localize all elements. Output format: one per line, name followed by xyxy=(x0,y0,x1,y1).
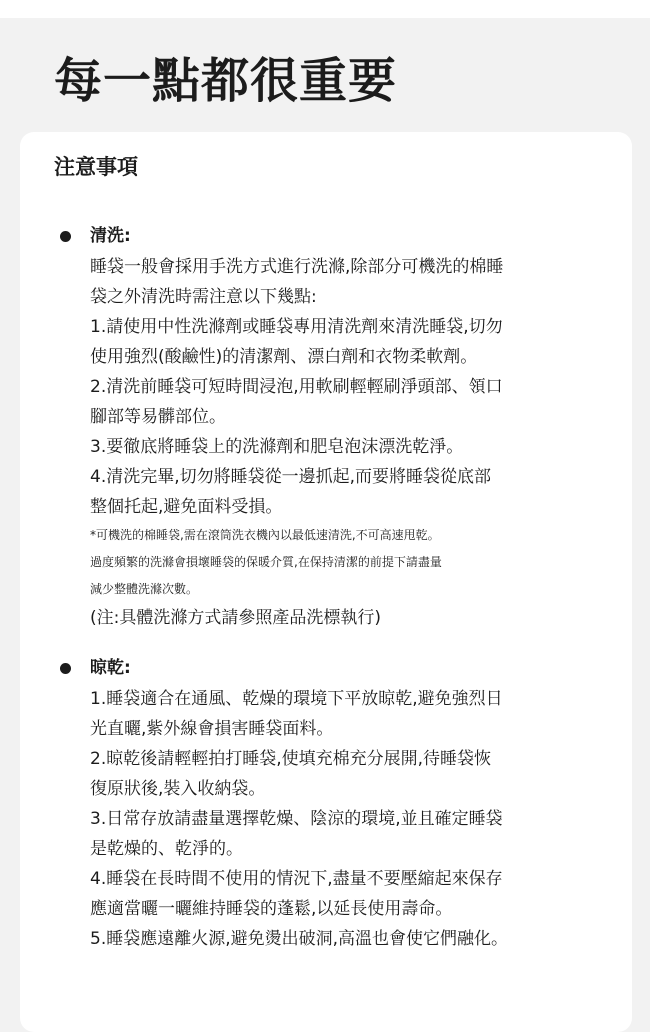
bullet-icon xyxy=(60,663,71,674)
body-line: 袋之外清洗時需注意以下幾點: xyxy=(90,287,317,307)
notice-card xyxy=(20,132,632,1032)
footer-note: (注:具體洗滌方式請參照產品洗標執行) xyxy=(90,608,381,628)
section-body xyxy=(90,684,590,954)
section-label: 晾乾: xyxy=(90,658,131,678)
body-line: 4.清洗完畢,切勿將睡袋從一邊抓起,而要將睡袋從底部 xyxy=(90,467,492,487)
body-line: 5.睡袋應遠離火源,避免燙出破洞,高溫也會使它們融化。 xyxy=(90,929,509,949)
page-title: 每一點都很重要 xyxy=(54,53,398,109)
top-strip xyxy=(0,0,650,18)
card-heading: 注意事項 xyxy=(54,155,138,179)
bullet-icon xyxy=(60,231,71,242)
note-line: 減少整體洗滌次數。 xyxy=(90,582,199,596)
section-body xyxy=(90,252,590,633)
section-label: 清洗: xyxy=(90,226,131,246)
body-line: 3.要徹底將睡袋上的洗滌劑和肥皂泡沫漂洗乾淨。 xyxy=(90,437,464,457)
body-line: 光直曬,紫外線會損害睡袋面料。 xyxy=(90,719,334,739)
body-line: 3.日常存放請盡量選擇乾燥、陰涼的環境,並且確定睡袋 xyxy=(90,809,503,829)
note-line: 過度頻繁的洗滌會損壞睡袋的保暖介質,在保持清潔的前提下請盡量 xyxy=(90,555,442,569)
body-line: 整個托起,避免面料受損。 xyxy=(90,497,283,517)
body-line: 2.清洗前睡袋可短時間浸泡,用軟刷輕輕刷淨頭部、領口 xyxy=(90,377,503,397)
body-line: 使用強烈(酸鹼性)的清潔劑、漂白劑和衣物柔軟劑。 xyxy=(90,347,478,367)
body-line: 應適當曬一曬維持睡袋的蓬鬆,以延長使用壽命。 xyxy=(90,899,453,919)
body-line: 腳部等易髒部位。 xyxy=(90,407,226,427)
body-line: 1.請使用中性洗滌劑或睡袋專用清洗劑來清洗睡袋,切勿 xyxy=(90,317,503,337)
body-line: 復原狀後,裝入收納袋。 xyxy=(90,779,266,799)
body-line: 2.晾乾後請輕輕拍打睡袋,使填充棉充分展開,待睡袋恢 xyxy=(90,749,492,769)
body-line: 是乾燥的、乾淨的。 xyxy=(90,839,243,859)
note-line: *可機洗的棉睡袋,需在滾筒洗衣機內以最低速清洗,不可高速甩乾。 xyxy=(90,528,440,542)
body-line: 4.睡袋在長時間不使用的情況下,盡量不要壓縮起來保存 xyxy=(90,869,503,889)
body-line: 睡袋一般會採用手洗方式進行洗滌,除部分可機洗的棉睡 xyxy=(90,257,504,277)
body-line: 1.睡袋適合在通風、乾燥的環境下平放晾乾,避免強烈日 xyxy=(90,689,503,709)
